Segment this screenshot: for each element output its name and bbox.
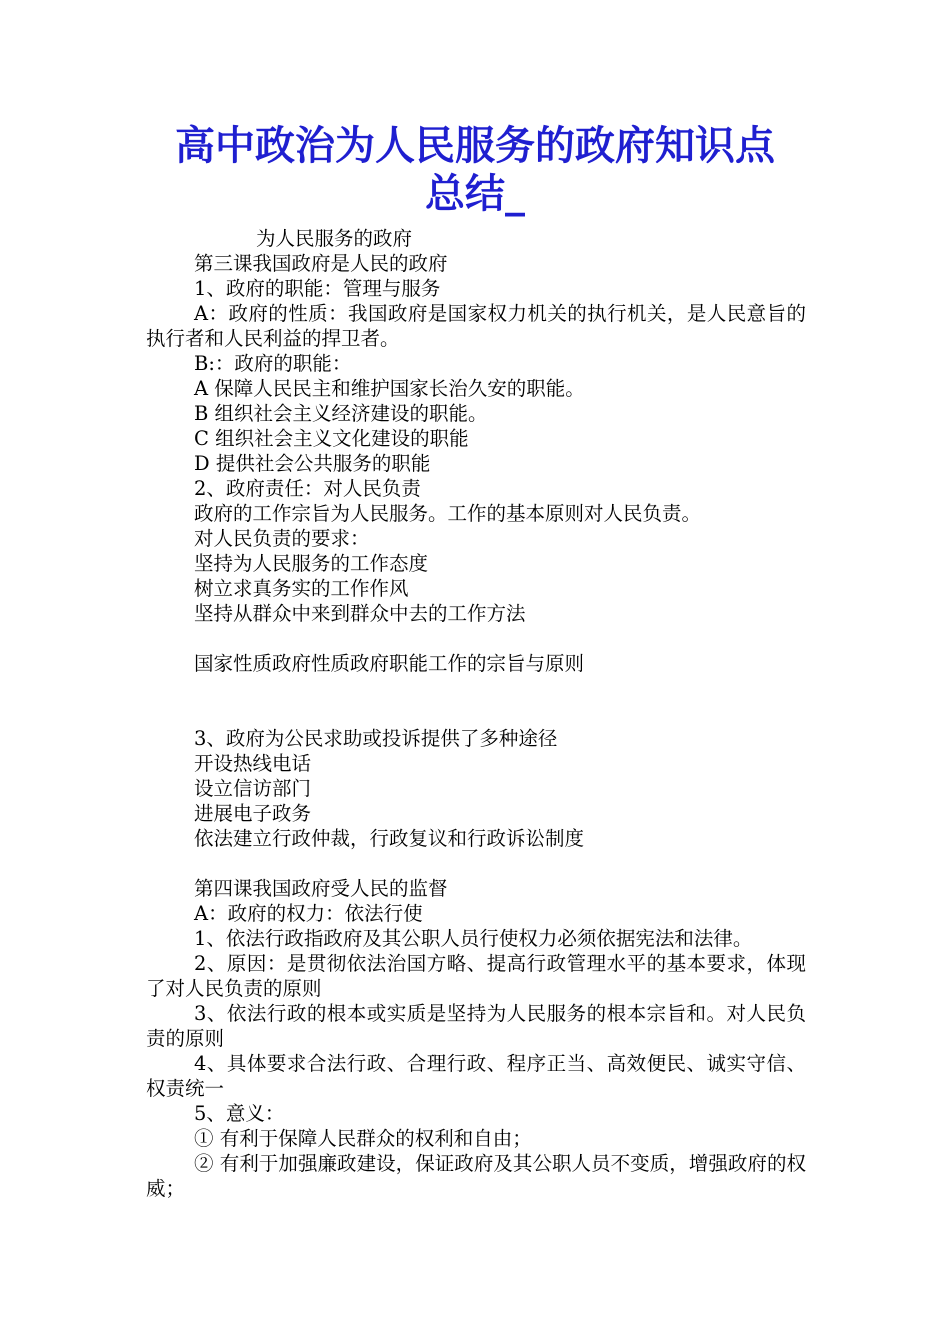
section-heading: 为人民服务的政府 (256, 227, 413, 250)
paragraph: 3、依法行政的根本或实质是坚持为人民服务的根本宗旨和。对人民负责的原则 (146, 1002, 806, 1050)
list-item: 树立求真务实的工作作风 (194, 577, 409, 600)
title-line-1: 高中政治为人民服务的政府知识点 (175, 123, 775, 169)
paragraph: A：政府的性质：我国政府是国家权力机关的执行机关，是人民意旨的执行者和人民利益的捍卫者。 (146, 302, 806, 350)
paragraph: 4、具体要求合法行政、合理行政、程序正当、高效便民、诚实守信、权责统一 (146, 1052, 806, 1100)
list-item: 坚持从群众中来到群众中去的工作方法 (194, 602, 526, 625)
paragraph: B:：政府的职能： (194, 352, 352, 375)
blank-space (146, 676, 806, 726)
lesson-heading: 第三课我国政府是人民的政府 (194, 252, 448, 275)
paragraph: 5、意义： (194, 1102, 285, 1125)
list-item: 依法建立行政仲裁，行政复议和行政诉讼制度 (194, 827, 585, 850)
paragraph: 政府的工作宗旨为人民服务。工作的基本原则对人民负责。 (194, 502, 702, 525)
document-title (140, 122, 810, 218)
paragraph: 国家性质政府性质政府职能工作的宗旨与原则 (194, 652, 585, 675)
document-body (146, 226, 806, 1201)
list-item: 开设热线电话 (194, 752, 312, 775)
list-item: B 组织社会主义经济建设的职能。 (194, 402, 488, 425)
list-item: A 保障人民民主和维护国家长治久安的职能。 (194, 377, 585, 400)
blank-line (146, 851, 806, 876)
paragraph: 3、政府为公民求助或投诉提供了多种途径 (194, 727, 558, 750)
lesson-heading: 第四课我国政府受人民的监督 (194, 877, 448, 900)
list-item: C 组织社会主义文化建设的职能 (194, 427, 469, 450)
list-item: 坚持为人民服务的工作态度 (194, 552, 429, 575)
paragraph: 1、依法行政指政府及其公职人员行使权力必须依据宪法和法律。 (194, 927, 753, 950)
paragraph: A：政府的权力：依法行使 (194, 902, 423, 925)
list-item: ① 有利于保障人民群众的权利和自由； (194, 1127, 532, 1150)
paragraph: 对人民负责的要求： (194, 527, 370, 550)
list-item: D 提供社会公共服务的职能 (194, 452, 431, 475)
list-item: 设立信访部门 (194, 777, 312, 800)
list-item: 进展电子政务 (194, 802, 312, 825)
title-line-2: 总结_ (425, 171, 525, 217)
list-item: ② 有利于加强廉政建设，保证政府及其公职人员不变质，增强政府的权威； (146, 1152, 806, 1200)
blank-line (146, 626, 806, 651)
paragraph: 2、原因：是贯彻依法治国方略、提高行政管理水平的基本要求，体现了对人民负责的原则 (146, 952, 806, 1000)
paragraph: 2、政府责任：对人民负责 (194, 477, 421, 500)
paragraph: 1、政府的职能：管理与服务 (194, 277, 441, 300)
